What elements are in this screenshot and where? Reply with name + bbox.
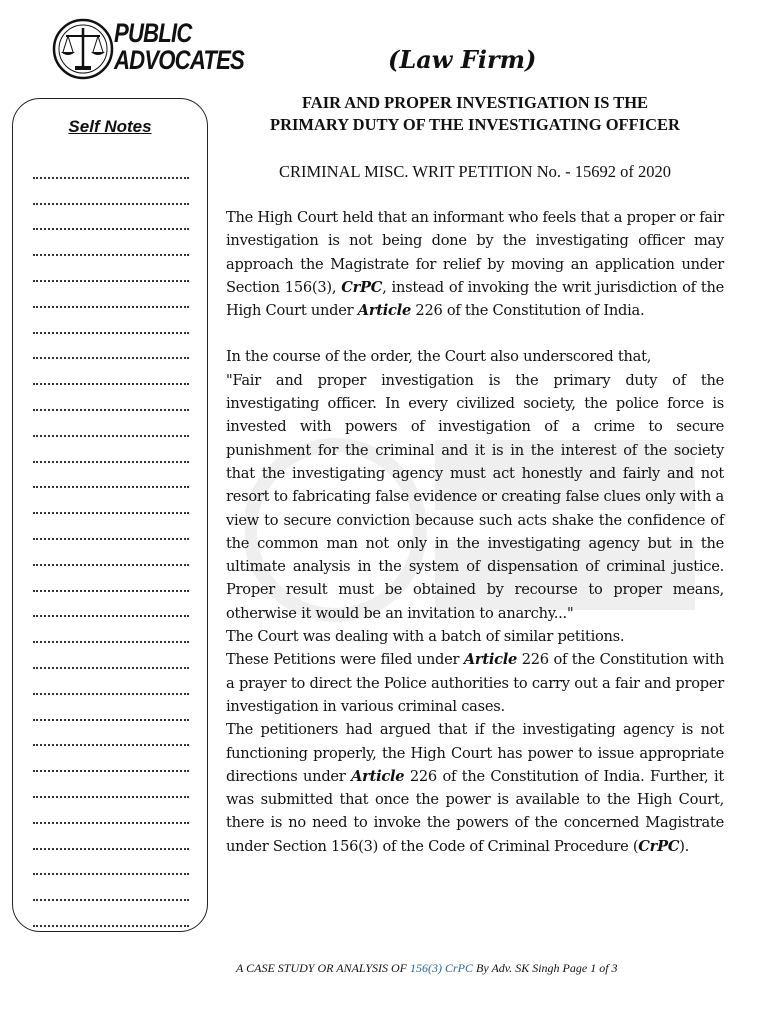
notes-line xyxy=(33,236,189,262)
article-emphasis: Article xyxy=(351,767,405,785)
notes-line xyxy=(33,830,189,856)
article-heading xyxy=(226,92,724,136)
heading-line-2: PRIMARY DUTY OF THE INVESTIGATING OFFICER xyxy=(270,115,680,134)
article-body xyxy=(226,206,724,858)
notes-line xyxy=(33,623,189,649)
footer-suffix: By Adv. SK Singh Page 1 of 3 xyxy=(473,961,618,975)
notes-line xyxy=(33,804,189,830)
notes-line xyxy=(33,494,189,520)
text-run: The petitioners had argued that if the investigating agency is not functioning properly, the High Court has power to issue appropriate directions under xyxy=(226,721,724,785)
article-main xyxy=(226,92,724,858)
text-run: ). xyxy=(679,837,690,855)
text-run: , instead of invoking the writ jurisdiction of the High Court under xyxy=(226,278,724,320)
footer-link[interactable]: 156(3) CrPC xyxy=(410,961,473,975)
notes-line xyxy=(33,572,189,598)
logo-line-2: ADVOCATES xyxy=(114,45,244,75)
notes-line xyxy=(33,469,189,495)
notes-line xyxy=(33,288,189,314)
paragraph-petitions xyxy=(226,648,724,718)
notes-line xyxy=(33,417,189,443)
notes-line xyxy=(33,649,189,675)
scales-of-justice-icon xyxy=(52,16,114,82)
notes-line xyxy=(33,675,189,701)
text-run: The High Court held that an informant who feels that a proper or fair investigation is not being done by the investigating officer may approach the Magistrate for relief by moving an application under Section 156(3), xyxy=(226,209,724,296)
page-footer xyxy=(236,961,618,976)
logo-wordmark xyxy=(114,20,244,74)
notes-line xyxy=(33,598,189,624)
text-run: These Petitions were filed under xyxy=(226,651,464,669)
text-run: 226 of the Constitution with a prayer to direct the Police authorities to carry out a fair and proper investigation in various criminal cases. xyxy=(226,651,724,715)
notes-line xyxy=(33,262,189,288)
article-emphasis: Article xyxy=(357,302,412,320)
notes-line xyxy=(33,365,189,391)
paragraph-intro: In the course of the order, the Court also underscored that, xyxy=(226,348,652,366)
self-notes-lines xyxy=(33,159,189,933)
crpc-emphasis: CrPC xyxy=(341,278,383,296)
firm-tagline: (Law Firm) xyxy=(388,45,537,74)
firm-logo xyxy=(52,16,244,86)
self-notes-title: Self Notes xyxy=(68,117,152,136)
heading-line-1: FAIR AND PROPER INVESTIGATION IS THE xyxy=(301,93,649,112)
notes-line xyxy=(33,314,189,340)
notes-line xyxy=(33,340,189,366)
paragraph-quote: "Fair and proper investigation is the primary duty of the investigating officer. In every civilized society, the police force is invested with powers of investigation of a crime to secure punishment for the criminal and it is in the interest of the society that the investigating agency must act honestly and fairly and not resort to fabricating false evidence or creating false clues only with a view to secure conviction because such acts shake the confidence of the common man not only in the investigating agency but in the ultimate analysis in the system of dispensation of criminal justice. Proper result must be obtained by recourse to proper means, otherwise it would be an invitation to anarchy..." xyxy=(226,371,724,622)
notes-line xyxy=(33,907,189,933)
notes-line xyxy=(33,185,189,211)
paragraph-holding xyxy=(226,206,724,322)
notes-line xyxy=(33,391,189,417)
paragraph-arguments xyxy=(226,718,724,858)
crpc-emphasis: CrPC xyxy=(638,837,680,855)
notes-line xyxy=(33,443,189,469)
notes-line xyxy=(33,701,189,727)
notes-line xyxy=(33,211,189,237)
notes-line xyxy=(33,159,189,185)
self-notes-panel xyxy=(12,98,208,932)
logo-line-1: PUBLIC xyxy=(114,18,192,48)
footer-prefix: A CASE STUDY OR ANALYSIS OF xyxy=(236,961,410,975)
paragraph-batch: The Court was dealing with a batch of similar petitions. xyxy=(226,628,625,646)
notes-line xyxy=(33,881,189,907)
notes-line xyxy=(33,727,189,753)
case-number: CRIMINAL MISC. WRIT PETITION No. - 15692 of 2020 xyxy=(278,162,671,181)
text-run: 226 of the Constitution of India. Further, it was submitted that once the power is available to the High Court, there is no need to invoke the powers of the concerned Magistrate under Section 156(3) of the Code of Criminal Procedure ( xyxy=(226,767,724,855)
notes-line xyxy=(33,546,189,572)
notes-line xyxy=(33,856,189,882)
article-emphasis: Article xyxy=(463,651,518,669)
notes-line xyxy=(33,752,189,778)
text-run: 226 of the Constitution of India. xyxy=(411,302,645,320)
notes-line xyxy=(33,778,189,804)
notes-line xyxy=(33,520,189,546)
